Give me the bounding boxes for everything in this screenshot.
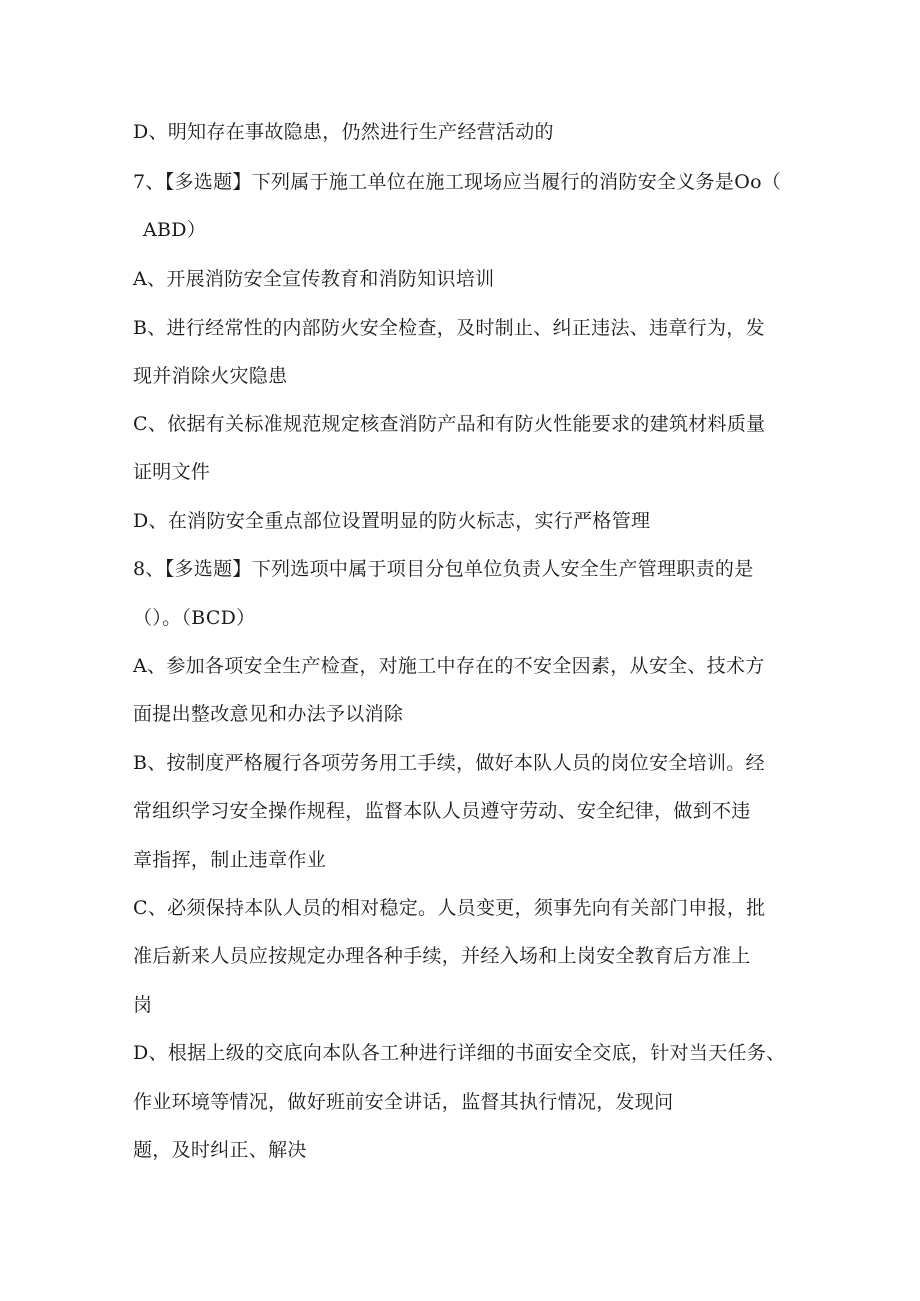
q8-option-c-line1: C、必须保持本队人员的相对稳定。人员变更，须事先向有关部门申报，批 — [133, 897, 766, 919]
q7-option-d: D、在消防安全重点部位设置明显的防火标志，实行严格管理 — [133, 510, 651, 532]
q8-option-d-line1: D、根据上级的交底向本队各工种进行详细的书面安全交底，针对当天任务、 — [133, 1042, 786, 1064]
q8-option-a-line1: A、参加各项安全生产检查，对施工中存在的不安全因素，从安全、技术方 — [133, 655, 765, 677]
q8-option-b-line3: 章指挥，制止违章作业 — [133, 849, 327, 871]
q8-option-d-line2: 作业环境等情况，做好班前安全讲话，监督其执行情况，发现问 — [133, 1091, 674, 1113]
q7-option-b-line2: 现并消除火灾隐患 — [133, 365, 288, 387]
q8-option-c-line2: 准后新来人员应按规定办理各种手续，并经入场和上岗安全教育后方准上 — [133, 945, 751, 967]
q8-option-d-line3: 题，及时纠正、解决 — [133, 1139, 307, 1161]
q6-option-d: D、明知存在事故隐患，仍然进行生产经营活动的 — [133, 121, 554, 143]
q7-answer: ABD） — [143, 219, 207, 241]
q8-option-c-line3: 岗 — [133, 994, 153, 1016]
q7-question: 7、【多选题】下列属于施工单位在施工现场应当履行的消防安全义务是Oo（ — [133, 171, 782, 193]
q8-option-b-line2: 常组织学习安全操作规程，监督本队人员遵守劳动、安全纪律，做到不违 — [133, 800, 751, 822]
q7-option-a: A、开展消防安全宣传教育和消防知识培训 — [133, 268, 495, 290]
q7-option-c-line1: C、依据有关标准规范规定核查消防产品和有防火性能要求的建筑材料质量 — [133, 413, 766, 435]
q8-answer: （）。（BCD） — [133, 607, 256, 629]
q7-option-b-line1: B、进行经常性的内部防火安全检查，及时制止、纠正违法、违章行为，发 — [133, 317, 765, 339]
q8-option-a-line2: 面提出整改意见和办法予以消除 — [133, 703, 404, 725]
q8-question: 8、【多选题】下列选项中属于项目分包单位负责人安全生产管理职责的是 — [133, 558, 754, 580]
q7-option-c-line2: 证明文件 — [133, 461, 211, 483]
q8-option-b-line1: B、按制度严格履行各项劳务用工手续，做好本队人员的岗位安全培训。经 — [133, 752, 765, 774]
